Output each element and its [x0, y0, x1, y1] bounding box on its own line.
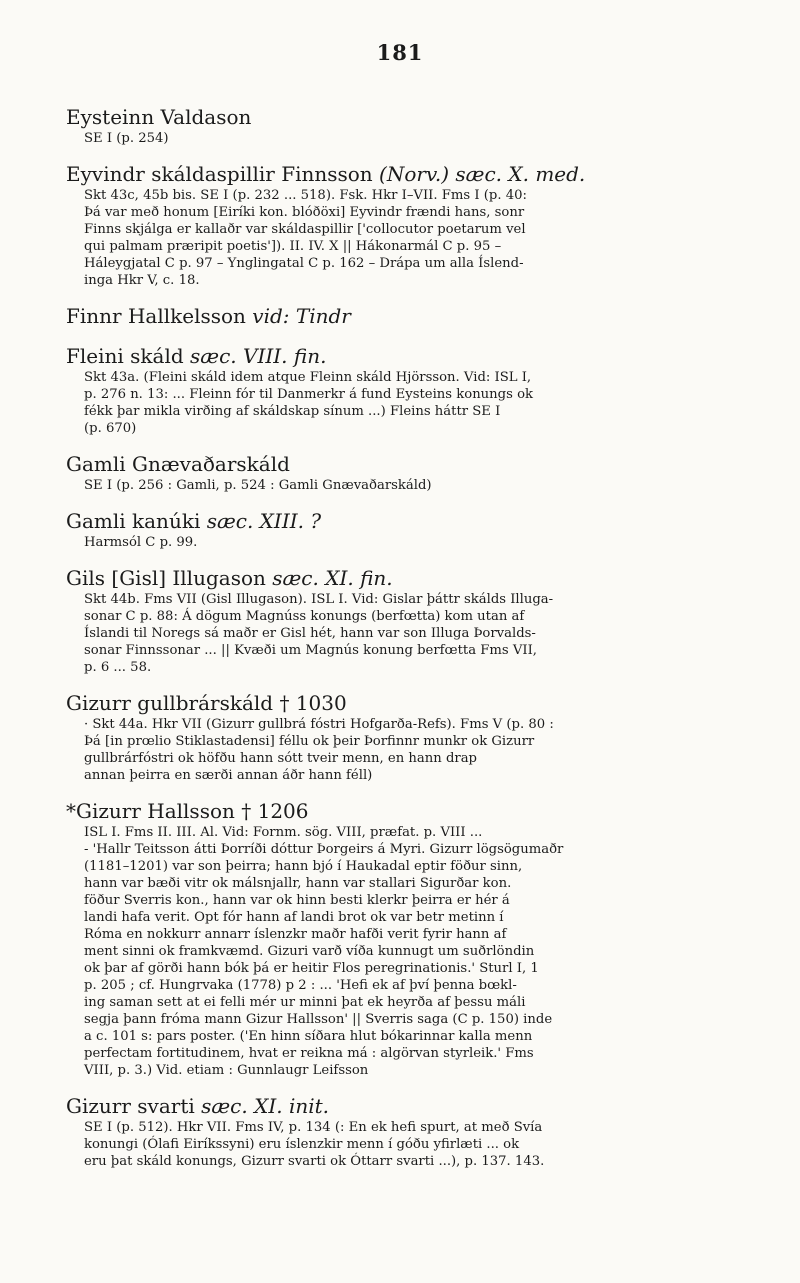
entry-era: sæc. XI. fin.	[272, 566, 393, 590]
entry-text-line: annan þeirra en særði annan áðr hann féll)	[84, 768, 373, 783]
entry-headword: Finnr Hallkelsson	[66, 304, 246, 328]
entry-text-line: Háleygjatal C p. 97 – Ynglingatal C p. 162 – Drápa um alla Íslend-	[84, 256, 524, 271]
entry-headword: Gizurr gullbrárskáld † 1030	[66, 691, 347, 715]
entry-text-line: sonar Finnssonar ... || Kvæði um Magnús konung berfœtta Fms VII,	[84, 643, 537, 658]
entry-text-line: Finns skjálga er kallaðr var skáldaspillir ['collocutor poetarum vel	[84, 222, 526, 237]
entry-headword-line	[66, 691, 734, 716]
entry-text-line: sonar C p. 88: Á dögum Magnúss konungs (berfœtta) kom utan af	[84, 609, 525, 624]
entry-text-line: hann var bæði vitr ok málsnjallr, hann var stallari Sigurðar kon.	[84, 876, 512, 891]
entry-headword-line	[66, 162, 734, 187]
page-number: 181	[376, 40, 424, 65]
entry-headword: Gils [Gisl] Illugason	[66, 566, 266, 590]
entry-era: sæc. XIII. ?	[206, 509, 322, 533]
entry-headword: Fleini skáld	[66, 344, 184, 368]
entry	[66, 162, 734, 289]
entry	[66, 799, 734, 1079]
entries-list	[66, 105, 734, 1170]
entry-text-line: SE I (p. 256 : Gamli, p. 524 : Gamli Gnævaðarskáld)	[84, 478, 432, 493]
entry-headword-line	[66, 304, 734, 329]
entry-era: sæc. VIII. fin.	[190, 344, 327, 368]
entry-text-line: Skt 43c, 45b bis. SE I (p. 232 ... 518). Fsk. Hkr I–VII. Fms I (p. 40:	[84, 188, 527, 203]
entry-text-line: landi hafa verit. Opt fór hann af landi brot ok var betr metinn í	[84, 910, 504, 925]
entry-text-line: - 'Hallr Teitsson átti Þorríði dóttur Þorgeirs á Myri. Gizurr lögsögumaðr	[84, 842, 564, 857]
entry-text-line: (1181–1201) var son þeirra; hann bjó í Haukadal eptir föður sinn,	[84, 859, 523, 874]
entry-text-line: p. 205 ; cf. Hungrvaka (1778) p 2 : ... 'Hefi ek af því þenna bœkl-	[84, 978, 517, 993]
entry-headword: Eyvindr skáldaspillir Finnsson	[66, 162, 373, 186]
entry-text-line: segja þann fróma mann Gizur Hallsson' || Sverris saga (C p. 150) inde	[84, 1012, 553, 1027]
entry-headword-line	[66, 105, 734, 130]
entry-text-line: Skt 43a. (Fleini skáld idem atque Fleinn skáld Hjörsson. Vid: ISL I,	[84, 370, 532, 385]
entry-text-line: Róma en nokkurr annarr íslenzkr maðr hafði verit fyrir hann af	[84, 927, 507, 942]
entry-headword: Gamli kanúki	[66, 509, 201, 533]
entry-headword-line	[66, 799, 734, 824]
entry	[66, 1094, 734, 1170]
entry-text-line: SE I (p. 254)	[84, 131, 169, 146]
entry	[66, 344, 734, 437]
entry-text-line: ok þar af görði hann bók þá er heitir Flos peregrinationis.' Sturl I, 1	[84, 961, 539, 976]
entry-text-line: inga Hkr V, c. 18.	[84, 273, 200, 288]
entry-era: sæc. XI. init.	[201, 1094, 330, 1118]
entry-text-line: p. 276 n. 13: ... Fleinn fór til Danmerkr á fund Eysteins konungs ok	[84, 387, 534, 402]
entry	[66, 452, 734, 494]
entry	[66, 304, 734, 329]
entry-text-line: VIII, p. 3.) Vid. etiam : Gunnlaugr Leifsson	[84, 1063, 369, 1078]
entry-text-line: perfectam fortitudinem, hvat er reikna má : algörvan styrleik.' Fms	[84, 1046, 534, 1061]
entry-headword-line	[66, 344, 734, 369]
entry-headword-line	[66, 1094, 734, 1119]
entry-headword: *Gizurr Hallsson † 1206	[66, 799, 309, 823]
entry	[66, 566, 734, 676]
entry	[66, 105, 734, 147]
entry-text-line: p. 6 ... 58.	[84, 660, 152, 675]
entry-text-line: Þá var með honum [Eiríki kon. blóðöxi] Eyvindr frændi hans, sonr	[84, 205, 525, 220]
entry-headword-line	[66, 509, 734, 534]
entry-text-line: konungi (Ólafi Eiríkssyni) eru íslenzkir menn í góðu yfirlæti ... ok	[84, 1137, 520, 1152]
entry-headword: Gamli Gnævaðarskáld	[66, 452, 290, 476]
entry-text-line: Þá [in prœlio Stiklastadensi] féllu ok þeir Þorfinnr munkr ok Gizurr	[84, 734, 535, 749]
entry-text-line: · Skt 44a. Hkr VII (Gizurr gullbrá fóstri Hofgarða-Refs). Fms V (p. 80 :	[84, 717, 554, 732]
entry-text-line: a c. 101 s: pars poster. ('En hinn síðara hlut bókarinnar kalla menn	[84, 1029, 533, 1044]
entry-headword: Eysteinn Valdason	[66, 105, 252, 129]
entry-text-line: (p. 670)	[84, 421, 137, 436]
entry-text-line: Íslandi til Noregs sá maðr er Gisl hét, hann var son Illuga Þorvalds-	[84, 626, 536, 641]
entry-text-line: fékk þar mikla virðing af skáldskap sínum ...) Fleins háttr SE I	[84, 404, 501, 419]
entry	[66, 691, 734, 784]
entry-text-line: Harmsól C p. 99.	[84, 535, 198, 550]
entry-text-line: SE I (p. 512). Hkr VII. Fms IV, p. 134 (: En ek hefi spurt, at með Svía	[84, 1120, 543, 1135]
entry-text-line: föður Sverris kon., hann var ok hinn besti klerkr þeirra er hér á	[84, 893, 510, 908]
entry-headword-line	[66, 566, 734, 591]
entry-text-line: qui palmam præripit poetis']). II. IV. X || Hákonarmál C p. 95 –	[84, 239, 502, 254]
entry-text-line: ment sinni ok framkvæmd. Gizuri varð víða kunnugt um suðrlöndin	[84, 944, 535, 959]
entry	[66, 509, 734, 551]
entry-text-line: ISL I. Fms II. III. Al. Vid: Fornm. sög. VIII, præfat. p. VIII ...	[84, 825, 483, 840]
entry-text-line: ing saman sett at ei felli mér ur minni þat ek heyrða af þessu máli	[84, 995, 526, 1010]
entry-text-line: gullbrárfóstri ok höfðu hann sótt tveir menn, en hann drap	[84, 751, 477, 766]
entry-headword-line	[66, 452, 734, 477]
entry-headword: Gizurr svarti	[66, 1094, 195, 1118]
entry-text-line: Skt 44b. Fms VII (Gisl Illugason). ISL I. Vid: Gislar þáttr skálds Illuga-	[84, 592, 554, 607]
entry-era: vid: Tindr	[252, 304, 351, 328]
entry-era: (Norv.) sæc. X. med.	[379, 162, 586, 186]
entry-text-line: eru þat skáld konungs, Gizurr svarti ok Óttarr svarti ...), p. 137. 143.	[84, 1154, 545, 1169]
